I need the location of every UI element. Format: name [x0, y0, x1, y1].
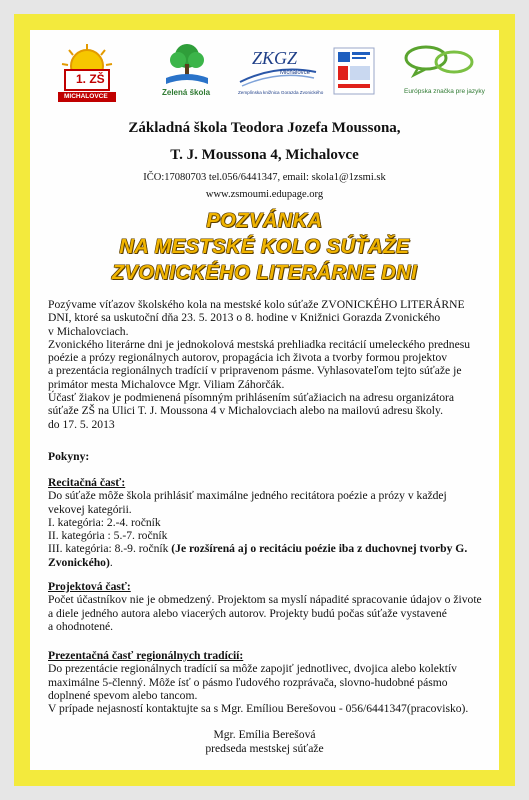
category-3-cont [48, 556, 488, 569]
zkgz-subtitle: Michalovce [280, 70, 311, 76]
invitation-title: POZVÁNKA [206, 210, 323, 232]
invitation-subtitle-1: NA MESTSKÉ KOLO SÚŤAŽE [119, 236, 410, 258]
project-line: Počet účastníkov nie je obmedzený. Projektom sa myslí nápadité spracovanie údajov o živote [48, 593, 482, 607]
signature-block [30, 728, 499, 756]
poster-paper [30, 30, 499, 770]
intro-line: DNI, ktoré sa uskutoční dňa 23. 5. 2013 o 8. hodine v Knižnici Gorazda Zvonického [48, 311, 441, 325]
intro-line: súťaže ZŠ na Ulici T. J. Moussona 4 v Michalovciach alebo na mailovú adresu školy. [48, 404, 443, 418]
school-logo-badge: 1. ZŠ [76, 72, 105, 86]
zkgz-logo [236, 42, 324, 104]
school-logo [52, 42, 122, 104]
partner-logo [332, 42, 376, 104]
category-3-label: III. kategória: 8.-9. ročník [48, 542, 172, 556]
speech-bubbles-icon [396, 42, 492, 86]
school-website: www.zsmoumi.edupage.org [205, 189, 324, 200]
pokyny-block [48, 450, 488, 463]
traditions-line: Do prezentácie regionálnych tradícií sa môže zapojiť jednotlivec, dvojica alebo kolektív [48, 662, 457, 676]
eu-language-logo [396, 42, 492, 104]
school-address: T. J. Moussona 4, Michalovce [170, 147, 359, 163]
green-school-label: Zelená škola [162, 88, 211, 97]
intro-paragraph [48, 298, 488, 431]
logo-strip [30, 42, 499, 108]
intro-line: a prezentácia regionálnych tradícií v pripravenom pásme. Vyhlasovateľom tejto súťaže je [48, 364, 462, 378]
intro-line: Účasť žiakov je podmienená písomným prihlásením súťažiacich na adresu organizátora [48, 391, 454, 405]
intro-line: Pozývame víťazov školského kola na mestské kolo súťaže ZVONICKÉHO LITERÁRNE [48, 298, 465, 311]
intro-line: primátor mesta Michalovce Mgr. Viliam Záhorčák. [48, 377, 285, 391]
traditions-line: doplnené spevom alebo tancom. [48, 688, 198, 702]
deadline-line: do 17. 5. 2013 [48, 417, 115, 431]
pokyny-heading: Pokyny: [48, 450, 90, 463]
category-3-note-end: Zvonického) [48, 555, 110, 569]
school-contacts: IČO:17080703 tel.056/6441347, email: skola1@1zsmi.sk [143, 172, 386, 183]
traditions-heading: Prezentačná časť regionálnych tradícií: [48, 649, 244, 662]
zkgz-title: ZKGZ [252, 48, 298, 68]
recitation-section [48, 476, 488, 569]
recitation-heading: Recitačná časť: [48, 476, 126, 489]
traditions-section [48, 649, 488, 715]
category-2: II. kategória : 5.-7. ročník [48, 529, 168, 543]
school-logo-caption: MICHALOVCE [64, 93, 108, 100]
traditions-line: maximálne 5-členný. Môže ísť o pásmo ľudového rozprávača, slovno-hudobné pásmo [48, 675, 448, 689]
invitation-subtitle-2: ZVONICKÉHO LITERÁRNE DNI [111, 262, 418, 284]
contact-line: V prípade nejasností kontaktujte sa s Mgr. Emíliou Berešovou - 056/6441347(pracovisko). [48, 702, 469, 716]
category-3 [48, 542, 488, 555]
green-school-logo [158, 42, 216, 104]
intro-line: v Michalovciach. [48, 324, 129, 338]
tree-book-icon [158, 42, 216, 88]
signature-role: predseda mestskej súťaže [205, 742, 324, 755]
partner-emblem-icon [332, 42, 376, 102]
intro-line: poézie a prózy regionálnych autorov, propagácia ich života a tvorby formou projektov [48, 351, 448, 365]
category-3-note: (Je rozšírená aj o recitáciu poézie iba z duchovnej tvorby G. [171, 542, 468, 556]
project-heading: Projektová časť: [48, 580, 131, 593]
project-section [48, 580, 488, 633]
signature-name: Mgr. Emília Berešová [213, 728, 316, 741]
category-3-period: . [109, 555, 113, 569]
zkgz-caption: Zemplínska knižnica Gorazda Zvonického [238, 90, 324, 95]
category-1: I. kategória: 2.-4. ročník [48, 515, 161, 529]
recitation-line: Do súťaže môže škola prihlásiť maximálne jedného recitátora poézie a prózy v každej [48, 489, 447, 503]
school-name: Základná škola Teodora Jozefa Moussona, [128, 120, 401, 136]
project-line: a ohodnotené. [48, 619, 114, 633]
eu-language-label: Európska značka pre jazyky [404, 88, 485, 95]
recitation-line: vekovej kategórii. [48, 502, 132, 516]
project-line: a diele jedného autora alebo viacerých autorov. Projekty budú počas súťaže vystavené [48, 606, 447, 620]
intro-line: Zvonického literárne dni je jednokolová mestská prehliadka recitácií umeleckého prednesu [48, 337, 471, 351]
